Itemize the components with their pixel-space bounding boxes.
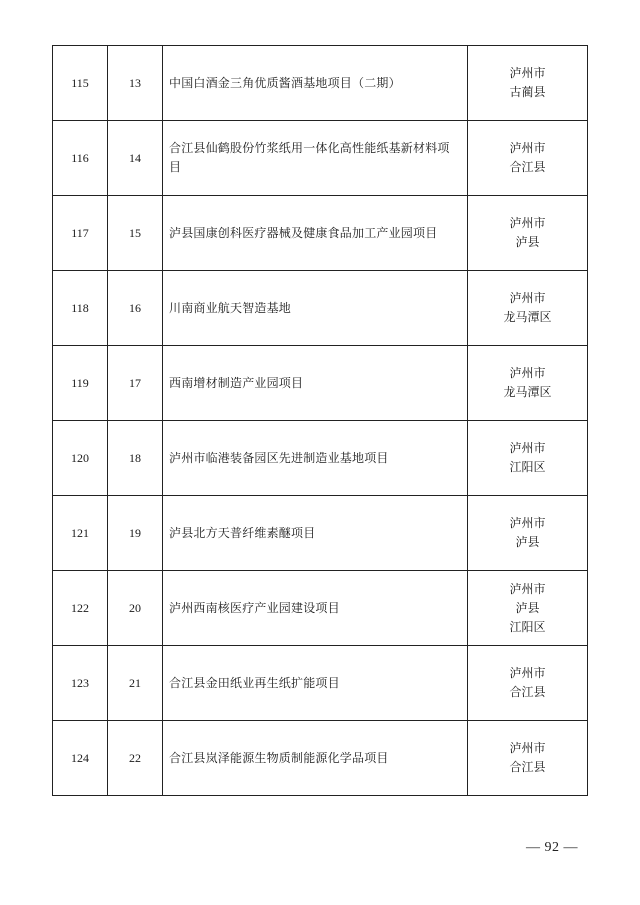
row-sub-number: 17 bbox=[108, 346, 163, 421]
location-line: 泸州市 bbox=[509, 666, 546, 680]
location-line: 古蔺县 bbox=[509, 85, 546, 99]
table-row bbox=[53, 721, 588, 796]
location-line: 江阳区 bbox=[509, 460, 546, 474]
project-name: 合江县金田纸业再生纸扩能项目 bbox=[163, 646, 468, 721]
row-sub-number: 22 bbox=[108, 721, 163, 796]
location-line: 泸州市 bbox=[509, 291, 546, 305]
location-line: 泸州市 bbox=[509, 216, 546, 230]
row-serial-number: 122 bbox=[53, 571, 108, 646]
project-name: 合江县仙鹤股份竹浆纸用一体化高性能纸基新材料项目 bbox=[163, 121, 468, 196]
row-sub-number: 18 bbox=[108, 421, 163, 496]
location-line: 泸县 bbox=[515, 600, 540, 615]
row-sub-number: 13 bbox=[108, 46, 163, 121]
row-serial-number: 116 bbox=[53, 121, 108, 196]
row-serial-number: 120 bbox=[53, 421, 108, 496]
row-serial-number: 117 bbox=[53, 196, 108, 271]
row-serial-number: 118 bbox=[53, 271, 108, 346]
table-row bbox=[53, 421, 588, 496]
project-table-body bbox=[53, 46, 588, 796]
row-sub-number: 16 bbox=[108, 271, 163, 346]
table-row bbox=[53, 571, 588, 646]
project-name: 川南商业航天智造基地 bbox=[163, 271, 468, 346]
row-serial-number: 121 bbox=[53, 496, 108, 571]
project-location bbox=[468, 646, 588, 721]
table-row bbox=[53, 646, 588, 721]
location-line: 泸州市 bbox=[509, 741, 546, 755]
project-location bbox=[468, 721, 588, 796]
location-line: 泸州市 bbox=[509, 581, 546, 596]
row-sub-number: 14 bbox=[108, 121, 163, 196]
location-line: 泸州市 bbox=[509, 366, 546, 380]
location-line: 合江县 bbox=[509, 685, 546, 699]
project-location bbox=[468, 571, 588, 646]
project-location bbox=[468, 46, 588, 121]
row-serial-number: 123 bbox=[53, 646, 108, 721]
location-line: 泸州市 bbox=[509, 441, 546, 455]
table-row bbox=[53, 196, 588, 271]
location-line: 龙马潭区 bbox=[503, 310, 552, 324]
table-row bbox=[53, 271, 588, 346]
location-line: 合江县 bbox=[509, 760, 546, 774]
table-row bbox=[53, 46, 588, 121]
project-location bbox=[468, 271, 588, 346]
row-serial-number: 124 bbox=[53, 721, 108, 796]
location-line: 泸州市 bbox=[509, 516, 546, 530]
table-row bbox=[53, 346, 588, 421]
row-serial-number: 119 bbox=[53, 346, 108, 421]
location-line: 龙马潭区 bbox=[503, 385, 552, 399]
project-name: 泸县国康创科医疗器械及健康食品加工产业园项目 bbox=[163, 196, 468, 271]
row-sub-number: 21 bbox=[108, 646, 163, 721]
table-row bbox=[53, 121, 588, 196]
project-location bbox=[468, 196, 588, 271]
project-location bbox=[468, 421, 588, 496]
location-line: 合江县 bbox=[509, 160, 546, 174]
location-line: 泸县 bbox=[515, 235, 540, 249]
location-line: 泸州市 bbox=[509, 66, 546, 80]
page-number: — 92 — bbox=[526, 840, 578, 855]
project-name: 中国白酒金三角优质酱酒基地项目（二期） bbox=[163, 46, 468, 121]
project-location bbox=[468, 496, 588, 571]
project-name: 泸州西南核医疗产业园建设项目 bbox=[163, 571, 468, 646]
project-location bbox=[468, 346, 588, 421]
row-sub-number: 15 bbox=[108, 196, 163, 271]
row-sub-number: 19 bbox=[108, 496, 163, 571]
project-name: 泸州市临港装备园区先进制造业基地项目 bbox=[163, 421, 468, 496]
project-name: 西南增材制造产业园项目 bbox=[163, 346, 468, 421]
location-line: 江阳区 bbox=[509, 619, 546, 634]
project-name: 泸县北方天普纤维素醚项目 bbox=[163, 496, 468, 571]
location-line: 泸县 bbox=[515, 535, 540, 549]
row-sub-number: 20 bbox=[108, 571, 163, 646]
project-table bbox=[52, 45, 588, 796]
row-serial-number: 115 bbox=[53, 46, 108, 121]
location-line: 泸州市 bbox=[509, 141, 546, 155]
project-location bbox=[468, 121, 588, 196]
table-row bbox=[53, 496, 588, 571]
project-name: 合江县岚泽能源生物质制能源化学品项目 bbox=[163, 721, 468, 796]
